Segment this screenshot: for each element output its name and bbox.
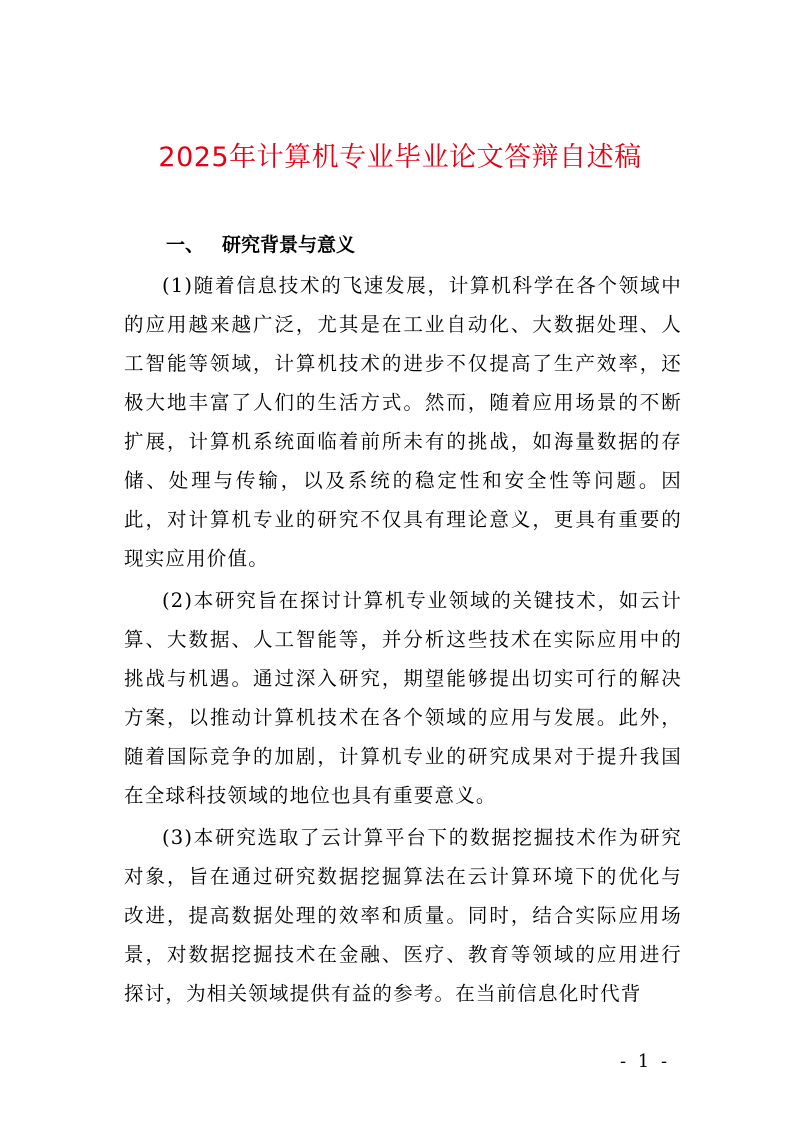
section-heading xyxy=(166,229,355,261)
page-number: - 1 - xyxy=(620,1051,671,1072)
paragraph-1: (1)随着信息技术的飞速发展，计算机科学在各个领域中的应用越来越广泛，尤其是在工业自动化、大数据处理、人工智能等领域，计算机技术的进步不仅提高了生产效率，还极大地丰富了人们的生活方式。然而，随着应用场景的不断扩展，计算机系统面临着前所未有的挑战，如海量数据的存储、处理与传输，以及系统的稳定性和安全性等问题。因此，对计算机专业的研究不仅具有理论意义，更具有重要的现实应用价值。 xyxy=(124,274,682,570)
paragraph-2: (2)本研究旨在探讨计算机专业领域的关键技术，如云计算、大数据、人工智能等，并分析这些技术在实际应用中的挑战与机遇。通过深入研究，期望能够提出切实可行的解决方案，以推动计算机技术在各个领域的应用与发展。此外，随着国际竞争的加剧，计算机专业的研究成果对于提升我国在全球科技领域的地位也具有重要意义。 xyxy=(124,589,682,807)
body-text xyxy=(124,266,682,1016)
section-title: 研究背景与意义 xyxy=(222,234,356,256)
section-number: 一、 xyxy=(166,234,205,256)
document-title: 2025年计算机专业毕业论文答辩自述稿 xyxy=(158,142,642,173)
paragraph-3: (3)本研究选取了云计算平台下的数据挖掘技术作为研究对象，旨在通过研究数据挖掘算法在云计算环境下的优化与改进，提高数据处理的效率和质量。同时，结合实际应用场景，对数据挖掘技术在金融、医疗、教育等领域的应用进行探讨，为相关领域提供有益的参考。在当前信息化时代背 xyxy=(124,826,682,1005)
